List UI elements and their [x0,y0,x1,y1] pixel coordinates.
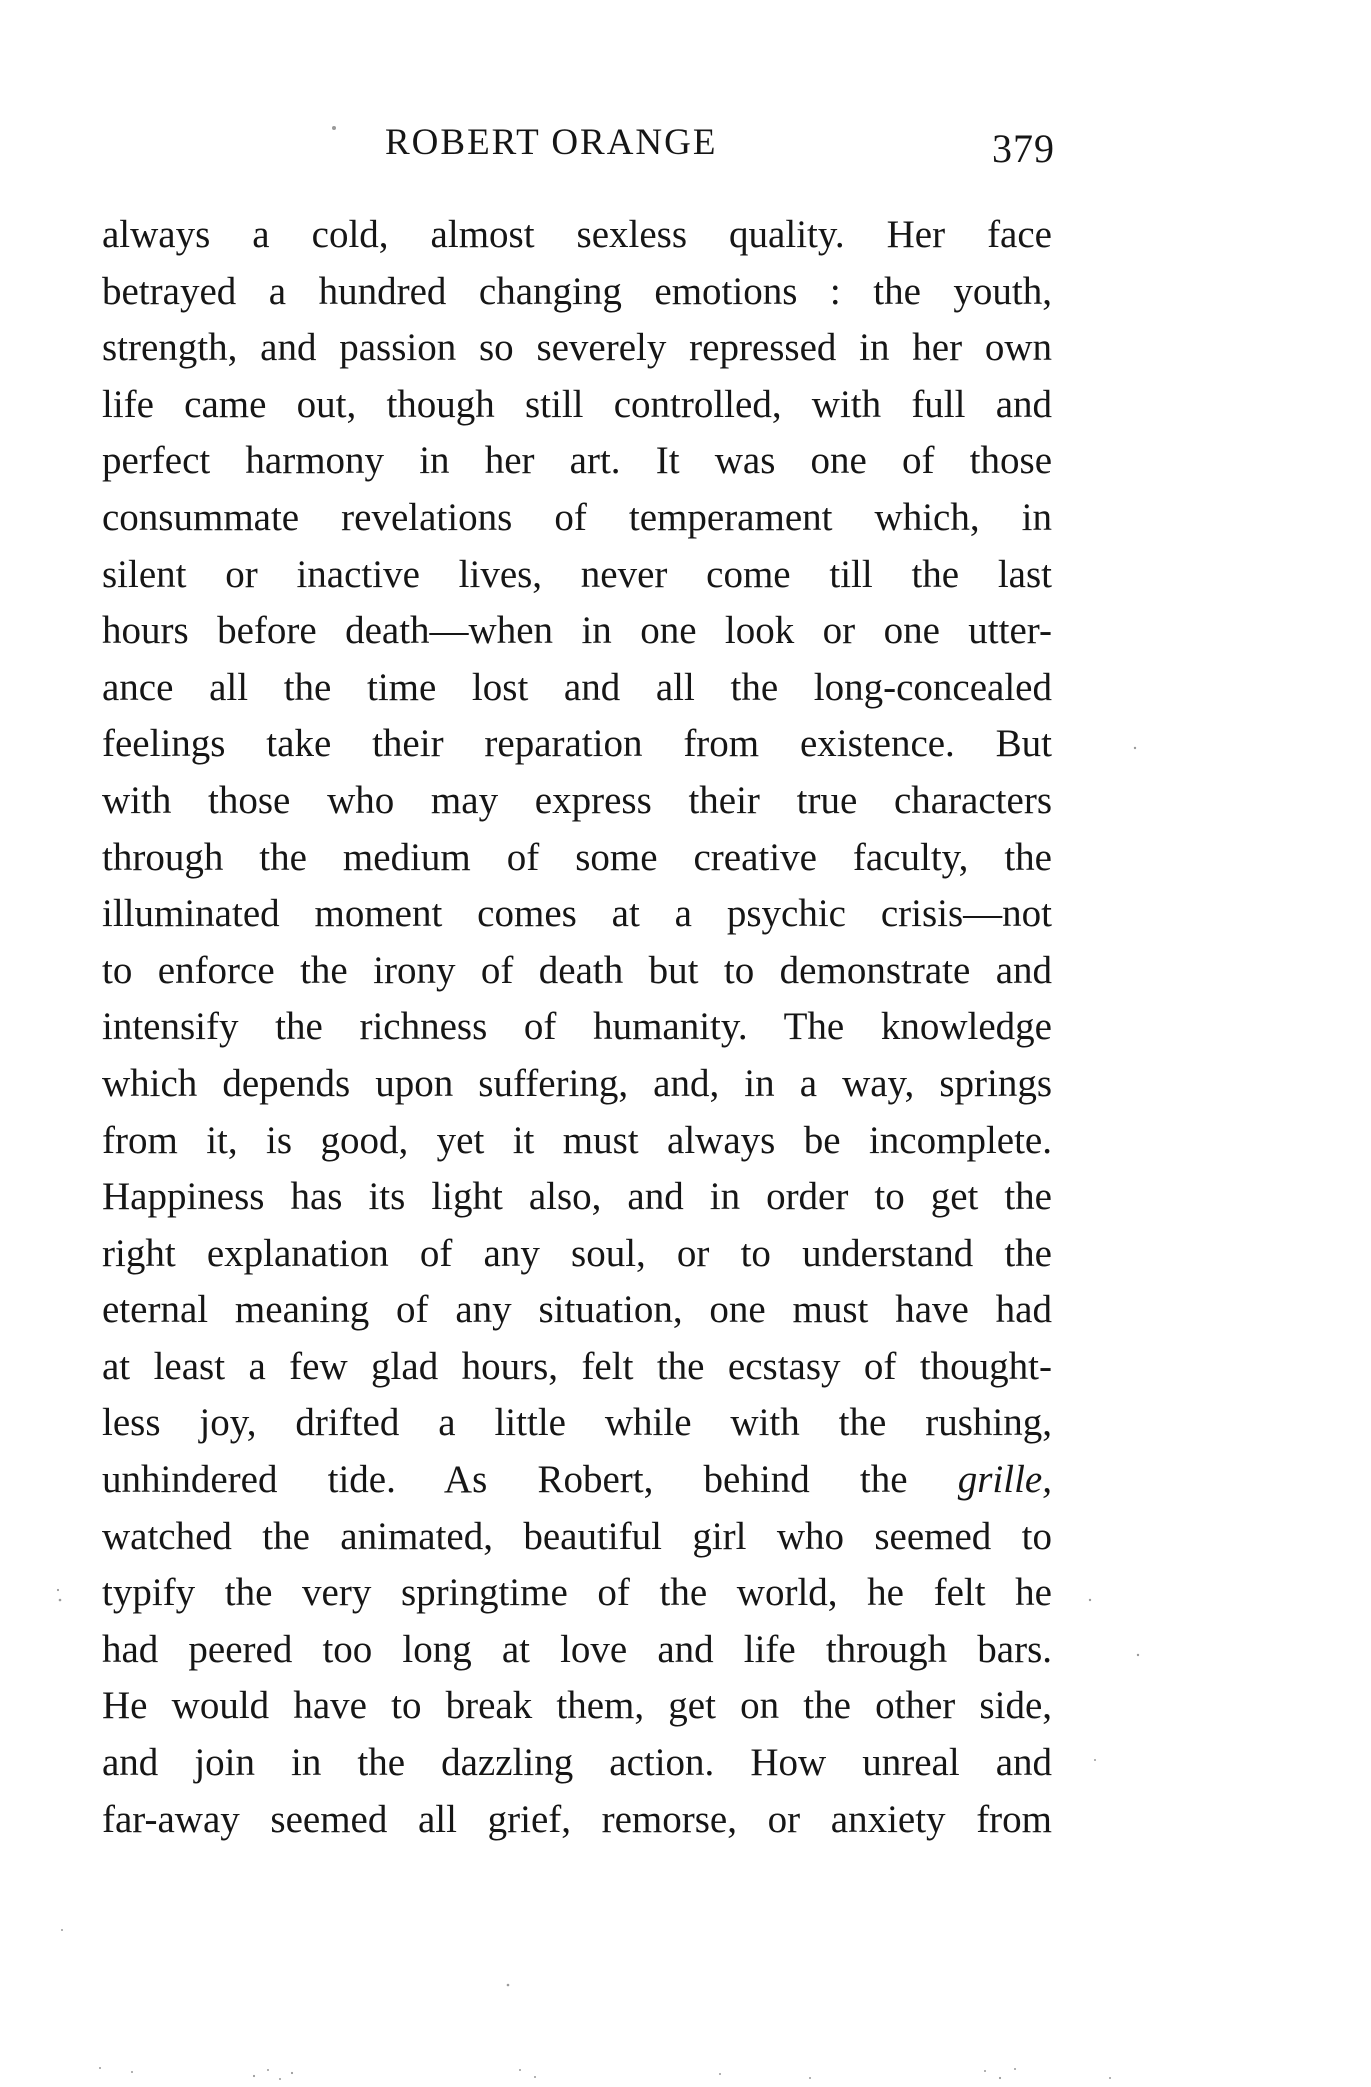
text-line: life came out, though still controlled, with full and [102,382,1052,426]
text-line: to enforce the irony of death but to demonstrate and [102,948,1052,992]
text-line: with those who may express their true characters [102,778,1052,822]
text-line: hours before death—when in one look or one utter- [102,609,1052,653]
text-line-with-italic [102,1452,1052,1509]
running-head [0,118,1371,171]
text-line: perfect harmony in her art. It was one of those [102,439,1052,483]
text-line: less joy, drifted a little while with the rushing, [102,1401,1052,1445]
text-line: far-away seemed all grief, remorse, or anxiety from [102,1797,1052,1841]
text-line-part: unhindered tide. As Robert, behind the [102,1458,958,1502]
text-line: at least a few glad hours, felt the ecstasy of thought- [102,1344,1052,1388]
page-number: 379 [992,126,1055,171]
text-line: strength, and passion so severely repressed in her own [102,326,1052,370]
text-line: betrayed a hundred changing emotions : the youth, [102,269,1052,313]
text-line: Happiness has its light also, and in order to get the [102,1175,1052,1219]
text-line: had peered too long at love and life through bars. [102,1627,1052,1671]
text-line: always a cold, almost sexless quality. Her face [102,213,1052,256]
text-line: consummate revelations of temperament which, in [102,495,1052,539]
text-line: eternal meaning of any situation, one must have had [102,1288,1052,1332]
text-line: from it, is good, yet it must always be incomplete. [102,1118,1052,1162]
text-line: which depends upon suffering, and, in a way, springs [102,1061,1052,1105]
text-line: feelings take their reparation from existence. But [102,722,1052,766]
text-line: He would have to break them, get on the other side, [102,1684,1052,1728]
text-line: intensify the richness of humanity. The knowledge [102,1005,1052,1049]
running-title: ROBERT ORANGE [385,122,718,163]
text-line: illuminated moment comes at a psychic crisis—not [102,892,1052,936]
text-line: right explanation of any soul, or to understand the [102,1231,1052,1275]
text-line: through the medium of some creative faculty, the [102,835,1052,879]
text-line: silent or inactive lives, never come till the last [102,552,1052,596]
text-line: ance all the time lost and all the long-concealed [102,665,1052,709]
body-text [102,207,1052,1848]
text-line: and join in the dazzling action. How unreal and [102,1741,1052,1785]
text-line: watched the animated, beautiful girl who seemed to [102,1514,1052,1558]
italic-word: grille, [957,1458,1052,1502]
text-line: typify the very springtime of the world, he felt he [102,1571,1052,1615]
